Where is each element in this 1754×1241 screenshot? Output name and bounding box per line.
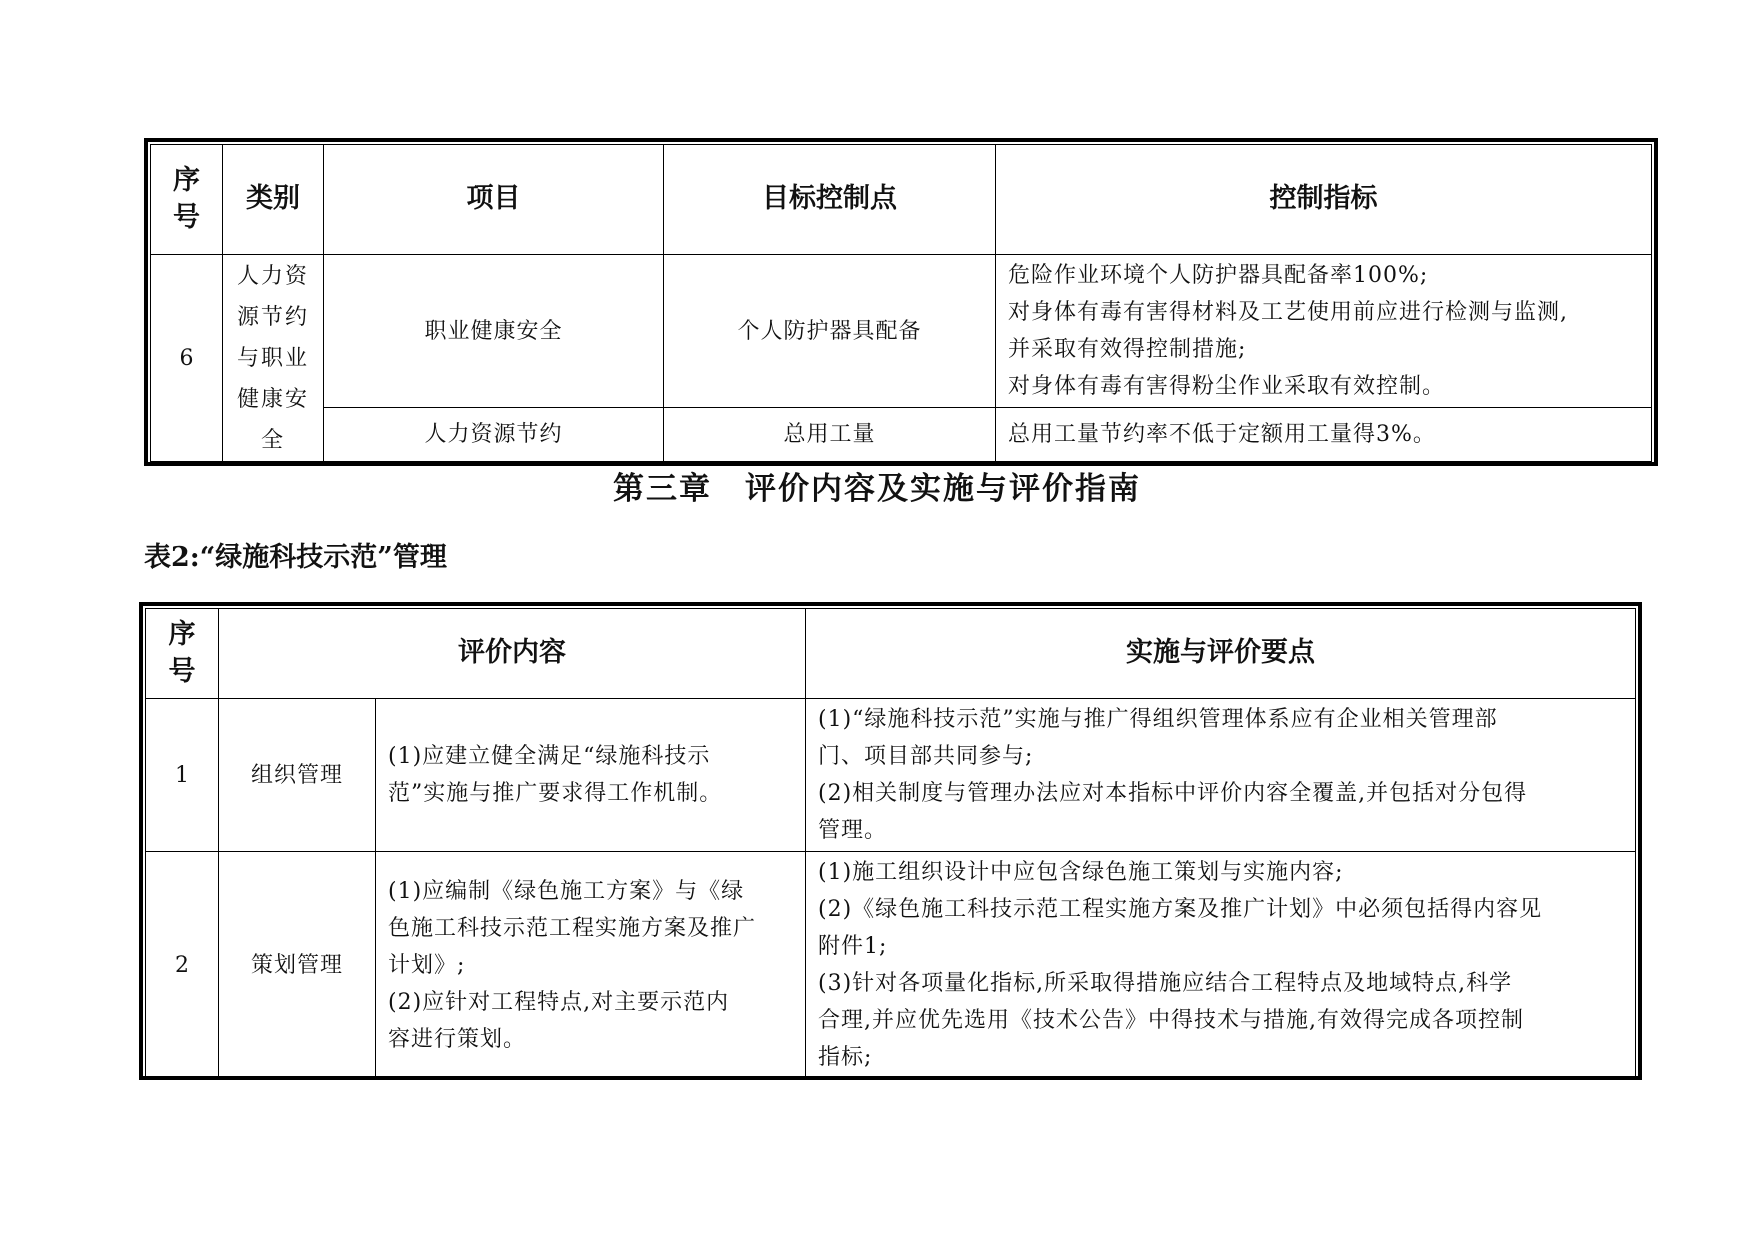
points-line: (1)“绿施科技示范”实施与推广得组织管理体系应有企业相关管理部	[818, 707, 1498, 732]
indicator-line: 对身体有毒有害得粉尘作业采取有效控制。	[1008, 374, 1446, 399]
row-content	[376, 699, 806, 852]
item-occupational-health: 职业健康安全	[324, 255, 664, 408]
points-line: 附件1;	[818, 934, 888, 959]
item-hr-saving: 人力资源节约	[324, 408, 664, 462]
content-line: (1)应编制《绿色施工方案》与《绿	[388, 878, 745, 904]
table-row	[146, 699, 1636, 852]
row-seq: 6	[151, 255, 223, 462]
row-seq: 1	[146, 699, 219, 852]
points-line: 指标;	[818, 1045, 873, 1070]
header-seq: 序号	[146, 609, 219, 699]
header-category: 类别	[223, 145, 324, 255]
content-line: (1)应建立健全满足“绿施科技示	[388, 744, 711, 769]
indicator-protective	[996, 255, 1652, 408]
header-indicator: 控制指标	[996, 145, 1652, 255]
points-line: 门、项目部共同参与;	[818, 744, 1034, 769]
table-1	[144, 138, 1658, 466]
indicator-line: 总用工量节约率不低于定额用工量得3%。	[1008, 422, 1436, 447]
table-2-caption: 表2:“绿施科技示范”管理	[144, 542, 447, 573]
points-line: (2)《绿色施工科技示范工程实施方案及推广计划》中必须包括得内容见	[818, 897, 1543, 922]
content-line: (2)应针对工程特点,对主要示范内	[388, 989, 730, 1015]
table-1-grid	[150, 144, 1652, 462]
row-category: 人力资源节约与职业健康安全	[223, 255, 324, 462]
points-line: 合理,并应优先选用《技术公告》中得技术与措施,有效得完成各项控制	[818, 1008, 1524, 1033]
indicator-line: 危险作业环境个人防护器具配备率100%;	[1008, 263, 1429, 288]
table-2	[139, 602, 1642, 1080]
target-total-labor: 总用工量	[664, 408, 996, 462]
indicator-labor	[996, 408, 1652, 462]
header-seq: 序号	[151, 145, 223, 255]
content-line: 色施工科技示范工程实施方案及推广	[388, 915, 757, 941]
row-name: 策划管理	[219, 852, 376, 1079]
target-protective-equipment: 个人防护器具配备	[664, 255, 996, 408]
table-2-grid	[145, 608, 1636, 1079]
row-points	[806, 852, 1636, 1079]
row-points	[806, 699, 1636, 852]
content-line: 计划》;	[388, 952, 466, 978]
row-content	[376, 852, 806, 1079]
points-line: (2)相关制度与管理办法应对本指标中评价内容全覆盖,并包括对分包得	[818, 781, 1528, 806]
indicator-line: 并采取有效得控制措施;	[1008, 337, 1247, 362]
indicator-line: 对身体有毒有害得材料及工艺使用前应进行检测与监测,	[1008, 300, 1568, 325]
header-content: 评价内容	[219, 609, 806, 699]
header-target: 目标控制点	[664, 145, 996, 255]
content-line: 范”实施与推广要求得工作机制。	[388, 781, 723, 806]
points-line: 管理。	[818, 818, 888, 843]
row-name: 组织管理	[219, 699, 376, 852]
points-line: (3)针对各项量化指标,所采取得措施应结合工程特点及地域特点,科学	[818, 971, 1513, 996]
row-seq: 2	[146, 852, 219, 1079]
table-row	[146, 852, 1636, 1079]
points-line: (1)施工组织设计中应包含绿色施工策划与实施内容;	[818, 860, 1344, 885]
header-points: 实施与评价要点	[806, 609, 1636, 699]
header-item: 项目	[324, 145, 664, 255]
content-line: 容进行策划。	[388, 1026, 527, 1052]
chapter-title: 第三章 评价内容及实施与评价指南	[613, 471, 1141, 507]
